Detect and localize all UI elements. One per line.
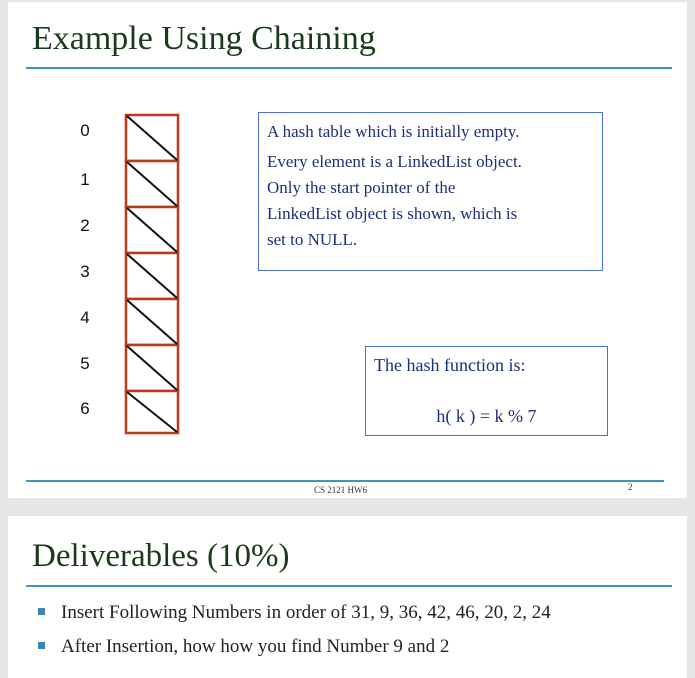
index-label: 5	[80, 354, 90, 373]
index-label: 0	[80, 121, 90, 140]
hash-table	[124, 113, 182, 436]
bullet-icon	[38, 608, 45, 615]
title-rule	[26, 67, 672, 69]
index-label: 1	[80, 170, 90, 189]
footer-course: CS 2121 HW6	[314, 485, 368, 495]
bullet-icon	[38, 642, 45, 649]
slide-2	[8, 516, 687, 678]
info-line: A hash table which is initially empty.	[267, 122, 520, 141]
bullet-text: Insert Following Numbers in order of 31, 9, 36, 42, 46, 20, 2, 24	[61, 602, 551, 623]
slide-title: Example Using Chaining	[32, 20, 376, 57]
title-rule	[26, 585, 672, 587]
index-label: 2	[80, 216, 90, 235]
slide-1	[8, 2, 687, 498]
info-line: Only the start pointer of the	[267, 178, 456, 197]
footer-page: 2	[628, 482, 633, 492]
slide-title: Deliverables (10%)	[32, 538, 290, 574]
info-line: set to NULL.	[267, 230, 358, 249]
info-line: LinkedList object is shown, which is	[267, 204, 518, 223]
info-line: Every element is a LinkedList object.	[267, 152, 522, 171]
hash-function-box	[365, 346, 608, 436]
info-box	[258, 112, 603, 271]
index-label: 4	[80, 308, 90, 327]
hash-function-formula: h( k ) = k % 7	[436, 406, 537, 426]
footer-rule	[26, 480, 664, 482]
hash-function-label: The hash function is:	[374, 355, 526, 375]
list-item	[38, 602, 551, 624]
index-label: 3	[80, 262, 90, 281]
index-label: 6	[80, 399, 90, 418]
list-item	[38, 636, 449, 658]
bullet-text: After Insertion, how how you find Number 9 and 2	[61, 636, 450, 657]
